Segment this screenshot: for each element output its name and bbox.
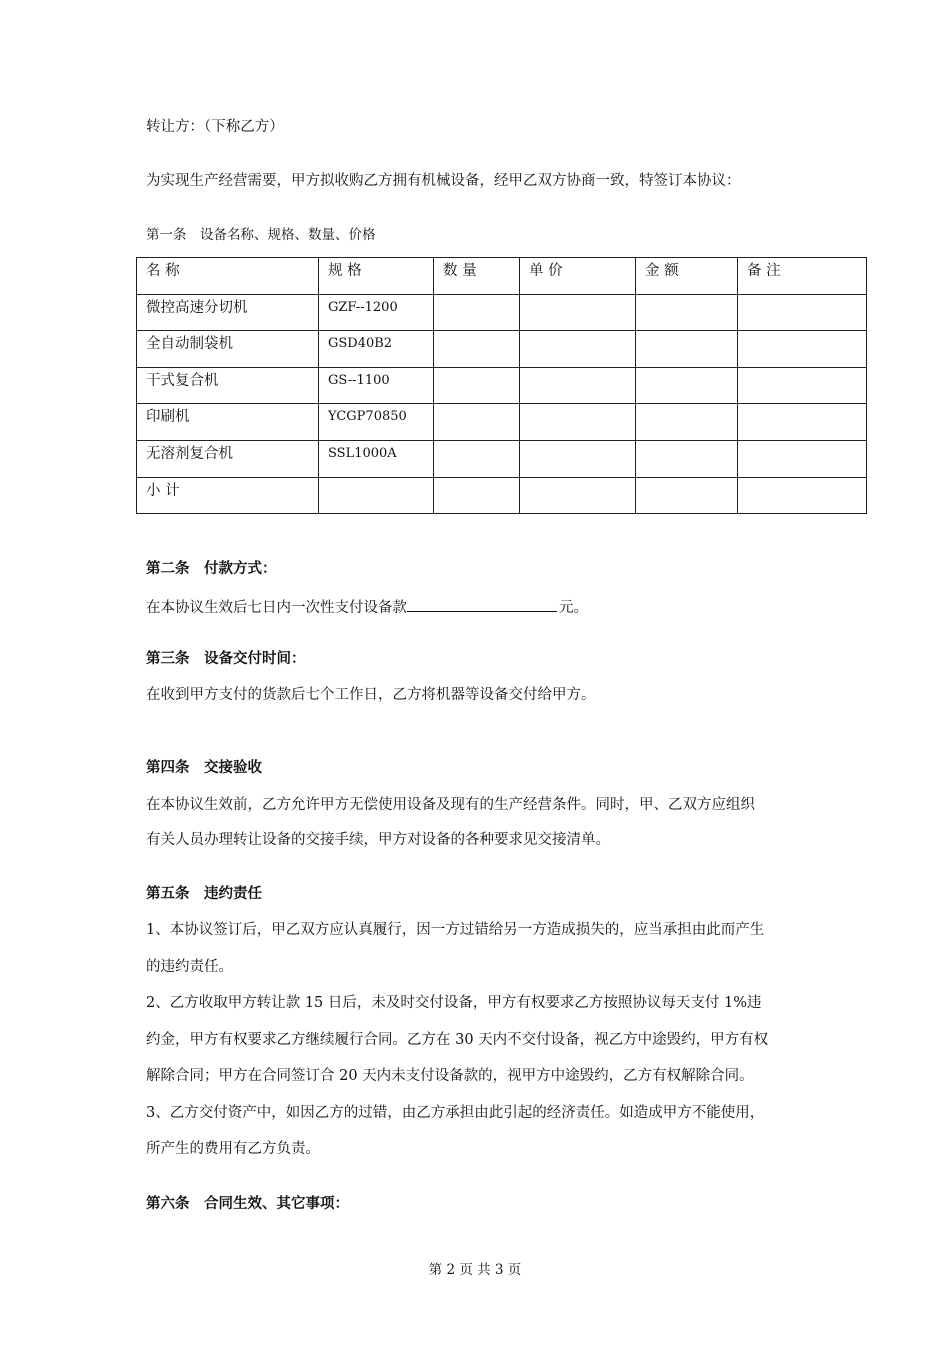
cell-spec: GZF--1200 (319, 294, 434, 331)
cell-unit-price (520, 440, 636, 477)
cell-spec: YCGP70850 (319, 404, 434, 441)
cell-remarks (738, 367, 867, 404)
cell-quantity (434, 367, 520, 404)
subtotal-row (137, 477, 867, 514)
header-remarks: 备 注 (738, 258, 867, 295)
cell-spec (319, 477, 434, 514)
article5-line: 约金，甲方有权要求乙方继续履行合同。乙方在 30 天内不交付设备，视乙方中途毁约，甲方有权 (146, 1032, 769, 1048)
cell-spec: GS--1100 (319, 367, 434, 404)
cell-quantity (434, 440, 520, 477)
page-number-footer: 第 2 页 共 3 页 (428, 1262, 522, 1278)
cell-amount (636, 294, 738, 331)
table-row (137, 440, 867, 477)
article5-line: 的违约责任。 (146, 959, 233, 975)
table-row (137, 294, 867, 331)
intro-paragraph: 为实现生产经营需要，甲方拟收购乙方拥有机械设备，经甲乙双方协商一致，特签订本协议： (146, 173, 741, 189)
cell-unit-price (520, 331, 636, 368)
cell-remarks (738, 440, 867, 477)
cell-unit-price (520, 477, 636, 514)
cell-amount (636, 367, 738, 404)
article5-line: 解除合同；甲方在合同签订合 20 天内未支付设备款的，视甲方中途毁约，乙方有权解除合同。 (146, 1068, 754, 1084)
cell-unit-price (520, 294, 636, 331)
table-row (137, 331, 867, 368)
cell-spec: GSD40B2 (319, 331, 434, 368)
cell-name: 无溶剂复合机 (137, 440, 319, 477)
cell-remarks (738, 331, 867, 368)
cell-unit-price (520, 404, 636, 441)
article5-line: 所产生的费用有乙方负责。 (146, 1141, 320, 1157)
cell-unit-price (520, 367, 636, 404)
cell-remarks (738, 404, 867, 441)
article1-title: 第一条 设备名称、规格、数量、价格 (146, 227, 376, 243)
article5-line: 3、乙方交付资产中，如因乙方的过错，由乙方承担由此引起的经济责任。如造成甲方不能使用， (146, 1105, 765, 1121)
article4-title: 第四条 交接验收 (146, 759, 262, 776)
article2-text (146, 595, 588, 618)
cell-name: 全自动制袋机 (137, 331, 319, 368)
cell-quantity (434, 477, 520, 514)
article3-text: 在收到甲方支付的货款后七个工作日，乙方将机器等设备交付给甲方。 (146, 687, 596, 703)
article5-title: 第五条 违约责任 (146, 885, 262, 902)
cell-name: 印刷机 (137, 404, 319, 441)
cell-amount (636, 331, 738, 368)
cell-name: 微控高速分切机 (137, 294, 319, 331)
table-row (137, 367, 867, 404)
article5-line: 2、乙方收取甲方转让款 15 日后，未及时交付设备，甲方有权要求乙方按照协议每天支付 1%违 (146, 995, 762, 1011)
cell-amount (636, 440, 738, 477)
cell-amount (636, 477, 738, 514)
header-name: 名 称 (137, 258, 319, 295)
transferee-line: 转让方：（下称乙方） (146, 119, 284, 135)
article2-title: 第二条 付款方式： (146, 560, 277, 577)
cell-remarks (738, 294, 867, 331)
cell-quantity (434, 331, 520, 368)
article5-line: 1、本协议签订后，甲乙双方应认真履行，因一方过错给另一方造成损失的，应当承担由此而产生 (146, 922, 765, 938)
table-row (137, 404, 867, 441)
cell-quantity (434, 404, 520, 441)
amount-blank-field[interactable] (407, 595, 557, 612)
cell-name: 干式复合机 (137, 367, 319, 404)
cell-amount (636, 404, 738, 441)
cell-remarks (738, 477, 867, 514)
table-header-row (137, 258, 867, 295)
article2-text-before: 在本协议生效后七日内一次性支付设备款 (146, 600, 407, 616)
header-spec: 规 格 (319, 258, 434, 295)
header-amount: 金 额 (636, 258, 738, 295)
article2-text-after: 元。 (559, 600, 588, 616)
article6-title: 第六条 合同生效、其它事项： (146, 1195, 349, 1212)
cell-quantity (434, 294, 520, 331)
article4-line: 在本协议生效前，乙方允许甲方无偿使用设备及现有的生产经营条件。同时，甲、乙双方应组织 (146, 797, 755, 813)
article3-title: 第三条 设备交付时间： (146, 650, 306, 667)
header-quantity: 数 量 (434, 258, 520, 295)
cell-spec: SSL1000A (319, 440, 434, 477)
cell-name: 小 计 (137, 477, 319, 514)
article4-line: 有关人员办理转让设备的交接手续，甲方对设备的各种要求见交接清单。 (146, 832, 610, 848)
header-unit-price: 单 价 (520, 258, 636, 295)
equipment-table (136, 257, 867, 514)
